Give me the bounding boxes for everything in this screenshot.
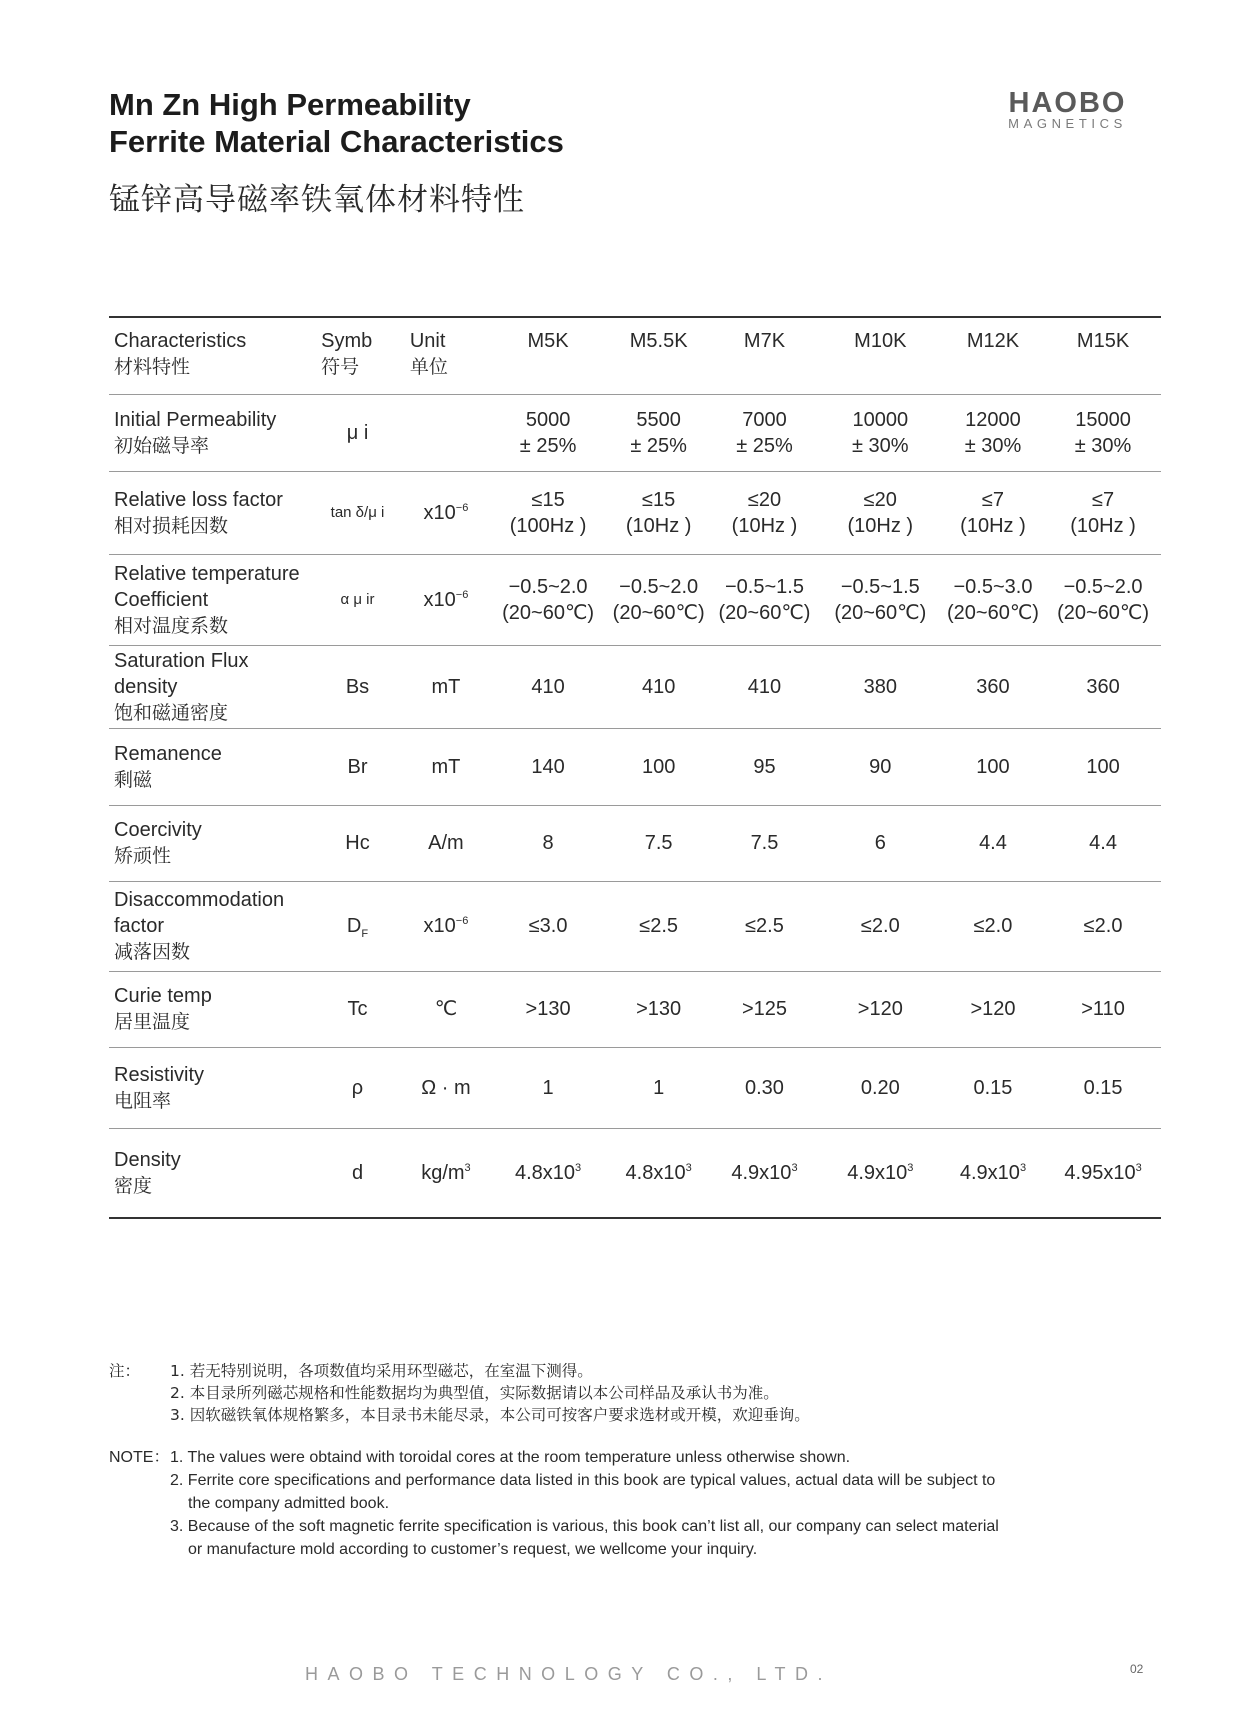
- table-row: [109, 1047, 1161, 1128]
- value-cell: [941, 971, 1045, 1047]
- header-material-m7k: M7K: [709, 317, 820, 394]
- unit-cell: [404, 881, 488, 971]
- value-cell: [709, 471, 820, 554]
- value-cell: [608, 881, 709, 971]
- note-en-item: 3. Because of the soft magnetic ferrite specification is various, this book can’t list all, our company can select material or manufacture mold according to customer’s request, we wellcome your inquiry.: [170, 1518, 999, 1558]
- value-line: ≤20: [747, 488, 782, 511]
- page-number: 02: [1130, 1662, 1144, 1676]
- characteristic-cell: [109, 805, 311, 881]
- value-line: 5000: [525, 408, 571, 431]
- value-cell: [1045, 554, 1161, 645]
- value-line: 4.4: [979, 832, 1007, 854]
- value-cell: [820, 471, 941, 554]
- characteristic-name-line: 矫顽性: [114, 845, 172, 867]
- value-cell: [488, 728, 608, 805]
- table-row: [109, 394, 1161, 471]
- title-line-1: Mn Zn High Permeability: [109, 87, 471, 122]
- notes-zh-label: 注：: [109, 1362, 141, 1380]
- value-line: −0.5~3.0: [953, 575, 1033, 598]
- logo-main-text: HAOBO: [1008, 87, 1127, 119]
- value-cell: [608, 1128, 709, 1218]
- characteristic-cell: [109, 1128, 311, 1218]
- value-line: ≤7: [1091, 488, 1115, 511]
- value-line: (10Hz ): [625, 514, 692, 537]
- value-line: ± 25%: [519, 434, 577, 457]
- characteristic-cell: [109, 881, 311, 971]
- value-text: 4.9x10: [959, 1161, 1020, 1184]
- value-exponent: 3: [575, 1161, 582, 1174]
- value-line: (100Hz ): [509, 514, 587, 537]
- value-line: 5500: [636, 408, 681, 431]
- value-cell: [709, 881, 820, 971]
- symbol-text: α μ ir: [340, 590, 375, 608]
- characteristic-name-line: Remanence: [114, 742, 222, 765]
- symbol-text: d: [351, 1161, 364, 1184]
- value-line: (20~60℃): [502, 601, 595, 624]
- value-line: ≤7: [981, 488, 1005, 511]
- unit-cell: [404, 645, 488, 728]
- value-cell: [608, 1047, 709, 1128]
- unit-text: kg/m: [421, 1161, 465, 1184]
- value-cell: [941, 1047, 1045, 1128]
- value-line: (20~60℃): [834, 601, 927, 624]
- header-symbol: [311, 317, 404, 394]
- value-cell: [1045, 881, 1161, 971]
- logo-sub-text: MAGNETICS: [1008, 116, 1127, 131]
- notes-chinese: [109, 1360, 810, 1426]
- characteristic-name-line: 相对损耗因数: [114, 514, 229, 537]
- value-cell: [488, 805, 608, 881]
- header-unit-zh: 单位: [409, 356, 448, 378]
- unit-superscript: 3: [464, 1161, 471, 1174]
- characteristic-cell: [109, 971, 311, 1047]
- unit-text: mT: [431, 755, 461, 778]
- value-line: ± 30%: [1074, 434, 1132, 457]
- value-cell: [709, 394, 820, 471]
- value-line: 360: [1086, 675, 1120, 698]
- note-zh-item: 2. 本目录所列磁芯规格和性能数据均为典型值，实际数据请以本公司样品及承认书为准。: [170, 1384, 779, 1402]
- value-line: >125: [741, 998, 787, 1020]
- value-line: (10Hz ): [960, 514, 1026, 537]
- characteristic-name-line: Initial Permeability: [114, 408, 277, 431]
- value-cell: [488, 645, 608, 728]
- note-en-item: 2. Ferrite core specifications and performance data listed in this book are typical values, actual data will be subject to the company admitted book.: [170, 1472, 996, 1512]
- value-cell: [709, 554, 820, 645]
- value-cell: [488, 971, 608, 1047]
- value-exponent: 3: [685, 1161, 692, 1174]
- value-cell: [608, 471, 709, 554]
- table-row: [109, 971, 1161, 1047]
- value-line: (10Hz ): [731, 514, 798, 537]
- characteristic-name-line: Coefficient: [114, 588, 209, 611]
- value-line: ≤2.0: [973, 915, 1013, 937]
- note-zh-item: 1. 若无特别说明，各项数值均采用环型磁芯，在室温下测得。: [170, 1362, 593, 1380]
- value-line: ≤3.0: [528, 915, 568, 937]
- value-line: 0.15: [1083, 1076, 1123, 1099]
- header-char-zh: 材料特性: [114, 356, 191, 378]
- value-cell: [1045, 1128, 1161, 1218]
- title-chinese: 锰锌高导磁率铁氧体材料特性: [109, 182, 525, 218]
- header-unit: [404, 317, 488, 394]
- value-line: 410: [641, 675, 676, 698]
- symbol-cell: [311, 971, 404, 1047]
- table-row: [109, 471, 1161, 554]
- value-cell: [941, 394, 1045, 471]
- value-cell: [820, 881, 941, 971]
- value-cell: [1045, 971, 1161, 1047]
- value-cell: [709, 645, 820, 728]
- value-text: 4.9x10: [847, 1161, 908, 1184]
- value-cell: [820, 971, 941, 1047]
- value-line: >130: [525, 998, 571, 1020]
- value-cell: [1045, 805, 1161, 881]
- value-line: (20~60℃): [612, 601, 705, 624]
- value-cell: [1045, 394, 1161, 471]
- symbol-text: Bs: [345, 675, 370, 698]
- header-char-en: Characteristics: [114, 330, 247, 352]
- value-cell: [709, 1128, 820, 1218]
- characteristic-name-line: Saturation Flux density: [114, 649, 249, 698]
- symbol-cell: [311, 881, 404, 971]
- symbol-cell: [311, 1128, 404, 1218]
- value-line: 8: [542, 832, 554, 854]
- value-line: (20~60℃): [718, 601, 811, 624]
- value-cell: [709, 1047, 820, 1128]
- unit-text: ℃: [434, 998, 458, 1020]
- symbol-cell: [311, 471, 404, 554]
- header-symb-en: Symb: [321, 330, 373, 352]
- value-cell: [1045, 1047, 1161, 1128]
- value-line: −0.5~2.0: [1063, 575, 1143, 598]
- footer-company-name: HAOBO TECHNOLOGY CO., LTD.: [305, 1664, 833, 1684]
- header-material-m12k: M12K: [941, 317, 1045, 394]
- symbol-text: Tc: [347, 998, 368, 1020]
- table-row: [109, 645, 1161, 728]
- value-cell: [488, 1047, 608, 1128]
- value-line: >120: [857, 998, 903, 1020]
- value-line: >130: [636, 998, 682, 1020]
- value-line: ± 30%: [852, 434, 909, 457]
- value-cell: [608, 728, 709, 805]
- characteristic-cell: [109, 394, 311, 471]
- value-cell: [488, 554, 608, 645]
- unit-superscript: −6: [455, 915, 469, 927]
- value-line: 410: [531, 675, 565, 698]
- value-exponent: 3: [791, 1161, 798, 1174]
- symbol-cell: [311, 554, 404, 645]
- notes-english: [109, 1446, 1009, 1561]
- symbol-cell: [311, 1047, 404, 1128]
- unit-cell: [404, 554, 488, 645]
- unit-superscript: −6: [455, 501, 469, 514]
- unit-cell: [404, 394, 488, 471]
- value-text: 4.95x10: [1064, 1161, 1136, 1184]
- symbol-text: ρ: [351, 1076, 364, 1099]
- symbol-text: μ i: [346, 421, 369, 444]
- value-line: 410: [747, 675, 782, 698]
- value-cell: [608, 971, 709, 1047]
- characteristic-cell: [109, 1047, 311, 1128]
- characteristic-name-line: 密度: [114, 1174, 153, 1197]
- characteristic-cell: [109, 471, 311, 554]
- header-unit-en: Unit: [409, 330, 446, 352]
- symbol-cell: [311, 728, 404, 805]
- value-line: 0.15: [973, 1076, 1013, 1099]
- value-cell: [941, 554, 1045, 645]
- material-characteristics-table: [109, 316, 1161, 1219]
- value-line: (20~60℃): [1057, 601, 1150, 624]
- characteristic-name-line: Coercivity: [114, 819, 202, 841]
- value-line: 7.5: [750, 832, 779, 854]
- value-cell: [941, 1128, 1045, 1218]
- value-cell: [941, 805, 1045, 881]
- value-cell: [820, 1128, 941, 1218]
- characteristic-cell: [109, 645, 311, 728]
- value-exponent: 3: [1019, 1161, 1027, 1174]
- unit-superscript: −6: [455, 588, 469, 601]
- value-cell: [608, 554, 709, 645]
- value-cell: [820, 645, 941, 728]
- value-line: 360: [976, 675, 1010, 698]
- value-cell: [608, 394, 709, 471]
- value-line: (20~60℃): [946, 601, 1039, 624]
- title-line-2: Ferrite Material Characteristics: [109, 124, 564, 159]
- value-line: 380: [863, 675, 897, 698]
- table-row: [109, 1128, 1161, 1218]
- value-cell: [488, 471, 608, 554]
- symbol-cell: [311, 805, 404, 881]
- value-line: 90: [869, 755, 892, 778]
- value-line: ≤2.0: [860, 915, 900, 937]
- notes-en-label: NOTE：: [109, 1449, 170, 1466]
- value-cell: [820, 1047, 941, 1128]
- characteristic-name-line: Density: [114, 1148, 181, 1171]
- table-row: [109, 805, 1161, 881]
- characteristic-name-line: Disaccommodation: [114, 889, 285, 911]
- value-line: 100: [641, 755, 676, 778]
- characteristic-name-line: Resistivity: [114, 1063, 205, 1086]
- characteristic-cell: [109, 554, 311, 645]
- header-symb-zh: 符号: [321, 356, 360, 378]
- characteristic-name-line: 剩磁: [114, 768, 153, 791]
- value-line: 7.5: [644, 832, 673, 854]
- value-cell: [709, 805, 820, 881]
- value-line: 100: [976, 755, 1010, 778]
- unit-text: mT: [431, 675, 461, 698]
- value-cell: [941, 645, 1045, 728]
- value-cell: [941, 728, 1045, 805]
- unit-cell: [404, 1128, 488, 1218]
- table-row: [109, 554, 1161, 645]
- symbol-text: D: [346, 915, 362, 937]
- table-row: [109, 728, 1161, 805]
- characteristic-cell: [109, 728, 311, 805]
- value-line: −0.5~1.5: [840, 575, 920, 598]
- value-line: 6: [874, 832, 886, 854]
- value-line: ± 25%: [736, 434, 793, 457]
- characteristic-name-line: factor: [114, 915, 165, 937]
- symbol-subscript: F: [361, 928, 369, 940]
- note-zh-item: 3. 因软磁铁氧体规格繁多，本目录书未能尽录，本公司可按客户要求选材或开模，欢迎垂询。: [170, 1406, 810, 1424]
- value-cell: [488, 881, 608, 971]
- symbol-cell: [311, 645, 404, 728]
- value-line: (10Hz ): [847, 514, 914, 537]
- symbol-text: Br: [347, 755, 368, 778]
- unit-cell: [404, 805, 488, 881]
- value-line: 4.4: [1089, 832, 1117, 854]
- characteristic-name-line: Curie temp: [114, 985, 212, 1007]
- value-cell: [488, 394, 608, 471]
- value-line: 10000: [852, 408, 909, 431]
- characteristic-name-line: 饱和磁通密度: [114, 701, 229, 724]
- value-line: ≤2.0: [1083, 915, 1123, 937]
- unit-cell: [404, 1047, 488, 1128]
- characteristic-name-line: 减落因数: [114, 941, 191, 963]
- value-cell: [709, 971, 820, 1047]
- value-line: 95: [753, 755, 776, 778]
- value-line: ≤15: [642, 488, 676, 511]
- value-line: ≤2.5: [745, 915, 784, 937]
- value-line: ≤2.5: [639, 915, 679, 937]
- unit-text: A/m: [428, 832, 464, 854]
- value-text: 4.8x10: [625, 1161, 686, 1184]
- value-line: 140: [531, 755, 565, 778]
- characteristic-name-line: 居里温度: [114, 1011, 191, 1033]
- unit-cell: [404, 728, 488, 805]
- header-material-m5k: M5K: [488, 317, 608, 394]
- table-header-row: [109, 317, 1161, 394]
- value-cell: [941, 471, 1045, 554]
- value-exponent: 3: [907, 1161, 914, 1174]
- unit-text: x10: [423, 588, 456, 611]
- title-block: [109, 86, 564, 219]
- header-material-m10k: M10K: [820, 317, 941, 394]
- value-cell: [820, 554, 941, 645]
- value-line: −0.5~2.0: [508, 575, 588, 598]
- note-en-item: 1. The values were obtaind with toroidal cores at the room temperature unless otherwise shown.: [170, 1449, 851, 1466]
- value-line: 15000: [1075, 408, 1131, 431]
- header-material-m15k: M15K: [1045, 317, 1161, 394]
- value-line: 12000: [965, 408, 1021, 431]
- symbol-text: tan δ/μ i: [330, 503, 385, 521]
- value-line: 1: [653, 1076, 665, 1099]
- value-text: 4.8x10: [514, 1161, 576, 1184]
- haobo-logo: [975, 88, 1160, 130]
- value-cell: [1045, 728, 1161, 805]
- unit-text: Ω · m: [421, 1076, 471, 1099]
- value-text: 4.9x10: [731, 1161, 792, 1184]
- table-row: [109, 881, 1161, 971]
- value-line: ± 30%: [964, 434, 1022, 457]
- value-cell: [608, 805, 709, 881]
- header-characteristics: [109, 317, 311, 394]
- value-exponent: 3: [1135, 1161, 1142, 1174]
- value-line: ≤15: [531, 488, 565, 511]
- header-material-m5-5k: M5.5K: [608, 317, 709, 394]
- value-cell: [820, 805, 941, 881]
- value-cell: [1045, 645, 1161, 728]
- unit-cell: [404, 971, 488, 1047]
- value-cell: [820, 394, 941, 471]
- value-line: >110: [1081, 998, 1125, 1020]
- value-cell: [1045, 471, 1161, 554]
- value-cell: [709, 728, 820, 805]
- characteristic-name-line: 初始磁导率: [114, 434, 210, 457]
- characteristic-name-line: 相对温度系数: [114, 614, 229, 637]
- value-line: 100: [1086, 755, 1120, 778]
- value-cell: [488, 1128, 608, 1218]
- symbol-text: Hc: [345, 832, 370, 854]
- value-line: 0.20: [860, 1076, 900, 1099]
- value-cell: [820, 728, 941, 805]
- characteristic-name-line: 电阻率: [114, 1089, 172, 1112]
- value-line: ± 25%: [630, 434, 687, 457]
- value-cell: [941, 881, 1045, 971]
- unit-text: x10: [423, 501, 456, 524]
- value-line: −0.5~2.0: [619, 575, 699, 598]
- value-cell: [608, 645, 709, 728]
- value-line: ≤20: [863, 488, 897, 511]
- value-line: 7000: [742, 408, 787, 431]
- value-line: (10Hz ): [1070, 514, 1136, 537]
- unit-text: x10: [423, 915, 456, 937]
- characteristic-name-line: Relative loss factor: [114, 488, 283, 511]
- value-line: −0.5~1.5: [724, 575, 804, 598]
- characteristic-name-line: Relative temperature: [114, 562, 300, 585]
- value-line: 1: [542, 1076, 554, 1099]
- value-line: 0.30: [745, 1076, 784, 1099]
- unit-cell: [404, 471, 488, 554]
- value-line: >120: [970, 998, 1016, 1020]
- symbol-cell: [311, 394, 404, 471]
